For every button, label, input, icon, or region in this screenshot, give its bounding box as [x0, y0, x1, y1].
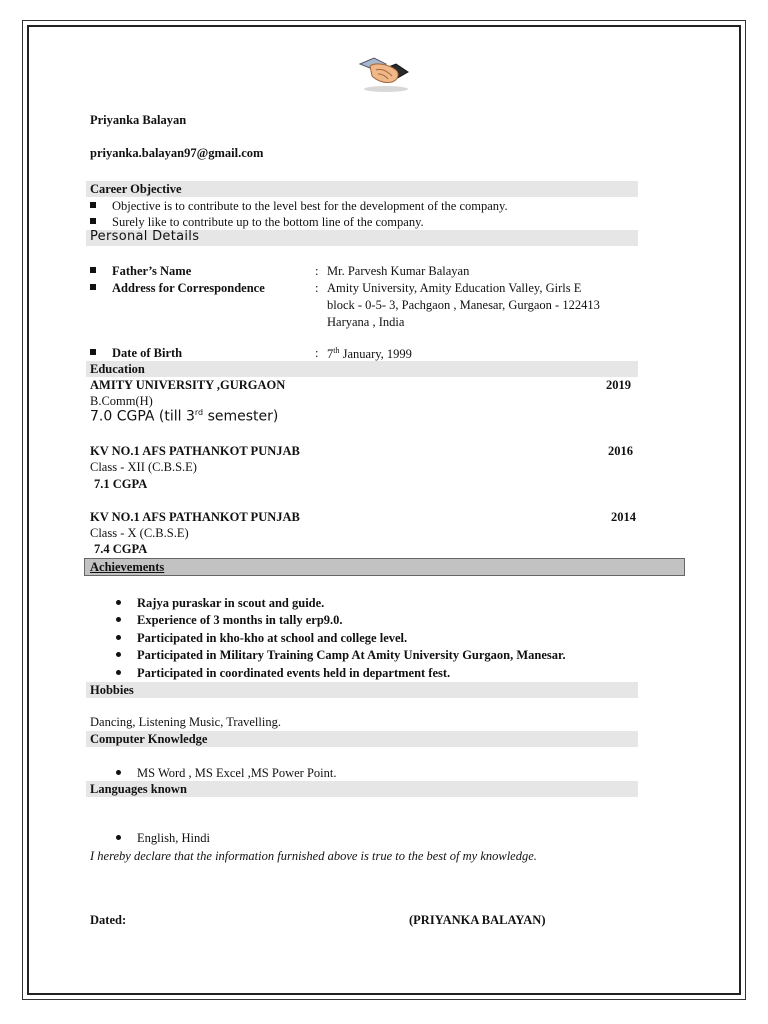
- hobbies-band: [86, 682, 638, 698]
- candidate-name: Priyanka Balayan: [90, 113, 187, 127]
- bullet-square-icon: [90, 267, 96, 273]
- bullet-icon: [116, 635, 121, 640]
- education-grade: 7.4 CGPA: [94, 542, 148, 556]
- education-grade: 7.1 CGPA: [94, 477, 148, 491]
- languages-heading: Languages known: [90, 782, 187, 796]
- bullet-icon: [116, 600, 121, 605]
- career-objective-heading: Career Objective: [90, 182, 182, 196]
- education-school: AMITY UNIVERSITY ,GURGAON: [90, 378, 286, 392]
- list-item: Participated in coordinated events held in department fest.: [116, 666, 450, 680]
- bullet-square-icon: [90, 349, 96, 355]
- address-line-1: Amity University, Amity Education Valley, Girls E: [327, 281, 582, 295]
- fathers-name-colon: :: [315, 264, 319, 278]
- list-item: Rajya puraskar in scout and guide.: [116, 596, 324, 610]
- dob-value: 7th January, 1999: [327, 346, 412, 362]
- education-school: KV NO.1 AFS PATHANKOT PUNJAB: [90, 510, 300, 524]
- education-course: Class - X (C.B.S.E): [90, 526, 189, 540]
- hobbies-heading: Hobbies: [90, 683, 134, 697]
- bullet-icon: [116, 670, 121, 675]
- hobbies-text: Dancing, Listening Music, Travelling.: [90, 715, 281, 729]
- education-course: B.Comm(H): [90, 394, 153, 408]
- address-line-3: Haryana , India: [327, 315, 405, 329]
- fathers-name-label: Father’s Name: [90, 264, 191, 278]
- address-colon: :: [315, 281, 319, 295]
- address-line-2: block - 0-5- 3, Pachgaon , Manesar, Gurgaon - 122413: [327, 298, 600, 312]
- achievements-heading: Achievements: [90, 560, 165, 574]
- dob-colon: :: [315, 346, 319, 360]
- list-item: MS Word , MS Excel ,MS Power Point.: [116, 766, 336, 780]
- bullet-icon: [116, 770, 121, 775]
- education-course: Class - XII (C.B.S.E): [90, 460, 197, 474]
- bullet-icon: [116, 835, 121, 840]
- dated-label: Dated:: [90, 913, 127, 927]
- list-item: English, Hindi: [116, 831, 210, 845]
- list-item: Participated in Military Training Camp At Amity University Gurgaon, Manesar.: [116, 648, 566, 662]
- education-grade: 7.0 CGPA (till 3rd semester): [90, 408, 279, 425]
- personal-details-heading: Personal Details: [90, 229, 200, 244]
- bullet-square-icon: [90, 284, 96, 290]
- fathers-name-value: Mr. Parvesh Kumar Balayan: [327, 264, 470, 278]
- education-school: KV NO.1 AFS PATHANKOT PUNJAB: [90, 444, 300, 458]
- candidate-email: priyanka.balayan97@gmail.com: [90, 146, 264, 160]
- signature-name: (PRIYANKA BALAYAN): [409, 913, 546, 927]
- handshake-icon: [356, 50, 412, 97]
- bullet-square-icon: [90, 202, 96, 208]
- declaration-text: I hereby declare that the information furnished above is true to the best of my knowledge.: [90, 849, 537, 863]
- education-heading: Education: [90, 362, 145, 376]
- list-item: Objective is to contribute to the level best for the development of the company.: [90, 199, 508, 213]
- address-label: Address for Correspondence: [90, 281, 265, 295]
- education-year: 2016: [608, 444, 633, 458]
- education-band: [86, 361, 638, 377]
- bullet-icon: [116, 617, 121, 622]
- bullet-icon: [116, 652, 121, 657]
- dob-label: Date of Birth: [90, 346, 182, 360]
- education-year: 2019: [606, 378, 631, 392]
- achievements-band: [84, 558, 685, 576]
- list-item: Participated in kho-kho at school and college level.: [116, 631, 407, 645]
- list-item: Surely like to contribute up to the bottom line of the company.: [90, 215, 424, 229]
- bullet-square-icon: [90, 218, 96, 224]
- list-item: Experience of 3 months in tally erp9.0.: [116, 613, 343, 627]
- computer-knowledge-heading: Computer Knowledge: [90, 732, 208, 746]
- education-year: 2014: [611, 510, 636, 524]
